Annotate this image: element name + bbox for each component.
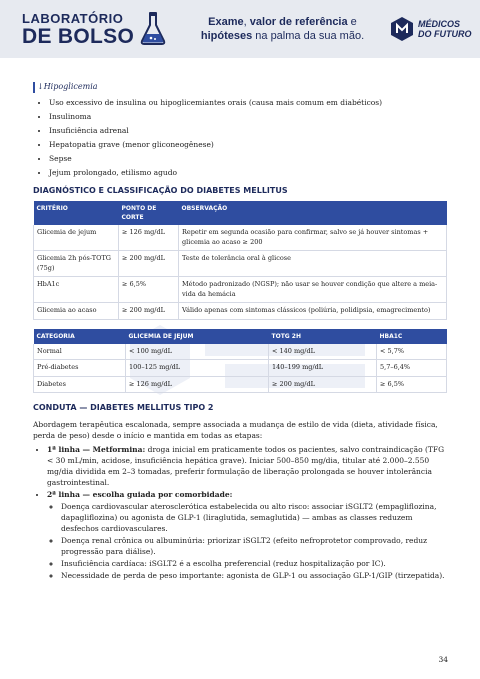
page-content	[33, 82, 447, 582]
table-cell: ≥ 200 mg/dL	[119, 251, 179, 277]
table-row	[34, 277, 447, 303]
table-row	[34, 360, 447, 377]
list-item: ◦ Doença cardiovascular aterosclerótica estabelecida ou alto risco: associar iSGLT2 (empagliflozina, dapagliflozina) ou agonista de GLP-1 (liraglutida, semaglutida) — ambas as classes reduzem desfechos cardiovasculares.	[61, 501, 447, 534]
table-header-row	[34, 201, 447, 225]
medicos-do-futuro-logo	[390, 16, 414, 42]
table-row	[34, 376, 447, 393]
list-item: • Sepse	[49, 152, 447, 166]
table-row	[34, 344, 447, 360]
hypoglycemia-causes-list	[33, 96, 447, 180]
table-cell: ≥ 200 mg/dL	[119, 303, 179, 320]
diagnosis-section-title: DIAGNÓSTICO E CLASSIFICAÇÃO DO DIABETES MELLITUS	[33, 185, 288, 195]
list-item: • Uso excessivo de insulina ou hipoglicemiantes orais (causa mais comum em diabéticos)	[49, 96, 447, 110]
table-cell: Método padronizado (NGSP); não usar se houver condição que altere a meia-vida da hemácia	[179, 277, 447, 303]
table-cell: HbA1c	[34, 277, 119, 303]
column-header: GLICEMIA DE JEJUM	[126, 329, 269, 344]
table-cell: 140–199 mg/dL	[269, 360, 377, 377]
list-item: • Hepatopatia grave (menor gliconeogênese)	[49, 138, 447, 152]
list-item: ◦ Insuficiência cardíaca: iSGLT2 é a escolha preferencial (reduz hospitalização por IC).	[61, 558, 447, 569]
brand-title	[22, 12, 134, 47]
hypoglycemia-label: ↓Hipoglicemia	[33, 82, 98, 93]
table-cell: Normal	[34, 344, 126, 360]
table-cell: Glicemia 2h pós-TOTG (75g)	[34, 251, 119, 277]
table-cell: ≥ 200 mg/dL	[269, 376, 377, 393]
table-cell: < 100 mg/dL	[126, 344, 269, 360]
table-cell: ≥ 126 mg/dL	[126, 376, 269, 393]
table-cell: Diabetes	[34, 376, 126, 393]
treatment-lines-list	[33, 444, 447, 581]
classification-table	[33, 329, 447, 394]
table-cell: Teste de tolerância oral à glicose	[179, 251, 447, 277]
diagnosis-criteria-table	[33, 201, 447, 320]
conduct-intro: Abordagem terapêutica escalonada, sempre associada a mudança de estilo de vida (dieta, atividade física, perda de peso) desde o início e mantida em todas as etapas:	[33, 419, 438, 440]
list-item: ◦ Doença renal crônica ou albuminúria: priorizar iSGLT2 (efeito nefroprotetor comprovado, reduz progressão para diálise).	[61, 535, 447, 557]
table-cell: 100–125 mg/dL	[126, 360, 269, 377]
comorbidity-sublist	[47, 501, 447, 581]
table-cell: < 5,7%	[377, 344, 447, 360]
column-header: PONTO DE CORTE	[119, 201, 179, 225]
flask-icon	[140, 10, 166, 46]
list-item: • Jejum prolongado, etilismo agudo	[49, 166, 447, 180]
list-item: • Insulinoma	[49, 110, 447, 124]
column-header: HBA1C	[377, 329, 447, 344]
table-cell: Válido apenas com sintomas clássicos (poliúria, polidipsia, emagrecimento)	[179, 303, 447, 320]
table-row	[34, 251, 447, 277]
table-cell: Pré-diabetes	[34, 360, 126, 377]
table-cell: Glicemia de jejum	[34, 225, 119, 251]
list-item: • 1ª linha — Metformina: droga inicial em praticamente todos os pacientes, salvo contraindicação (TFG < 30 mL/min, acidose, insuficiência hepática grave). Iniciar 500–850 mg/dia, titular até 2.000–2.550 mg/dia dividida em 2–3 tomadas, preferir formulação de liberação prolongada se houver intolerância gastrointestinal.	[47, 444, 447, 488]
list-item: • Insuficiência adrenal	[49, 124, 447, 138]
brand-line-1: LABORATÓRIO	[22, 11, 124, 26]
column-header: OBSERVAÇÃO	[179, 201, 447, 225]
column-header: TOTG 2H	[269, 329, 377, 344]
column-header: CATEGORIA	[34, 329, 126, 344]
list-item: • 2ª linha — escolha guiada por comorbidade: ◦ Doença cardiovascular aterosclerótica estabelecida ou alto risco: associar iSGLT2 (empagliflozina, dapagliflozina) ou agonista de GLP-1 (liraglutida, semaglutida) — ambas as classes reduzem desfechos cardiovasculares. ◦ Doença renal crônica ou albuminúria: priorizar iSGLT2 (efeito nefroprotetor comprovado, reduz progressão para diálise). ◦ Insuficiência cardíaca: iSGLT2 é a escolha preferencial (reduz hospitalização por IC). ◦ Necessidade de perda de peso importante: agonista de GLP-1 ou associação GLP-1/GIP (tirzepatida).	[47, 489, 447, 581]
list-item: ◦ Necessidade de perda de peso importante: agonista de GLP-1 ou associação GLP-1/GIP (tirzepatida).	[61, 570, 447, 581]
table-cell: Repetir em segunda ocasião para confirmar, salvo se já houver sintomas + glicemia ao acaso ≥ 200	[179, 225, 447, 251]
brand-line-2: DE BOLSO	[22, 25, 135, 48]
table-row	[34, 303, 447, 320]
column-header: CRITÉRIO	[34, 201, 119, 225]
table-cell: ≥ 6,5%	[377, 376, 447, 393]
table-cell: ≥ 6,5%	[119, 277, 179, 303]
logo-text: MÉDICOS DO FUTURO	[418, 19, 472, 39]
table-cell: Glicemia ao acaso	[34, 303, 119, 320]
table-cell: 5,7–6,4%	[377, 360, 447, 377]
page-number: 34	[438, 655, 448, 664]
table-header-row	[34, 329, 447, 344]
table-row	[34, 225, 447, 251]
page-header	[0, 0, 480, 58]
conduct-section-title: CONDUTA — DIABETES MELLITUS TIPO 2	[33, 403, 214, 412]
header-tagline: Exame, valor de referência e hipóteses na palma da sua mão.	[200, 16, 365, 42]
table-cell: < 140 mg/dL	[269, 344, 377, 360]
table-cell: ≥ 126 mg/dL	[119, 225, 179, 251]
